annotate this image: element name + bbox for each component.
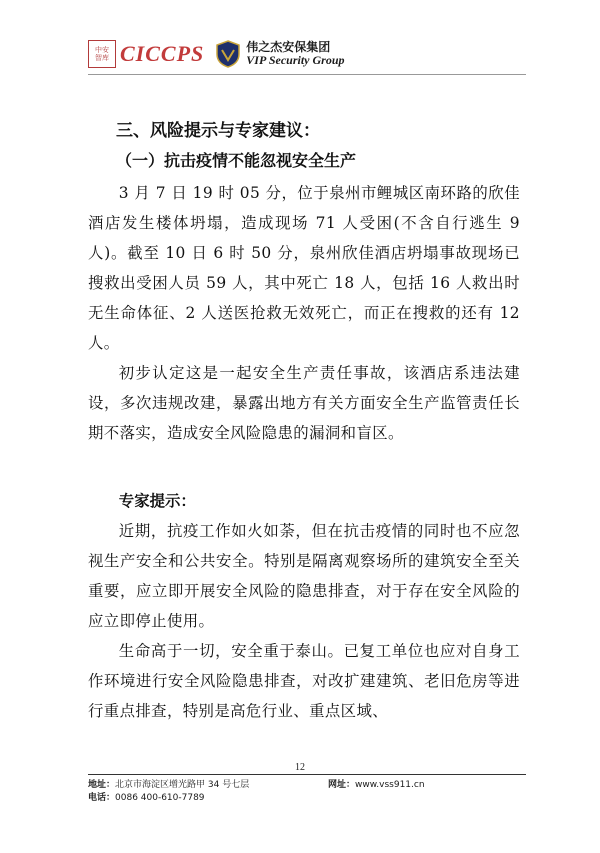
website-value: www.vss911.cn bbox=[355, 780, 425, 790]
paragraph: 初步认定这是一起安全生产责任事故，该酒店系违法建设，多次违规改建，暴露出地方有关方面安全生产监管责任长期不落实，造成安全风险隐患的漏洞和盲区。 bbox=[88, 364, 520, 442]
group-name bbox=[246, 41, 344, 67]
expert-paragraph: 近期，抗疫工作如火如荼，但在抗击疫情的同时也不应忽视生产安全和公共安全。特别是隔离观察场所的建筑安全至关重要，应立即开展安全风险的隐患排查，对于存在安全风险的应立即停止使用。 bbox=[88, 522, 520, 630]
seal-logo bbox=[88, 40, 116, 68]
subsection-title: （一）抗击疫情不能忽视安全生产 bbox=[116, 151, 357, 170]
page-number: 12 bbox=[295, 762, 305, 773]
shield-icon bbox=[216, 40, 240, 68]
seal-text: 中安 智库 bbox=[95, 46, 109, 62]
phone-label: 电话： bbox=[88, 793, 116, 803]
brand-logo: CICCPS bbox=[120, 41, 205, 66]
expert-paragraph: 生命高于一切，安全重于泰山。已复工单位也应对自身工作环境进行安全风险隐患排查，对改扩建建筑、老旧危房等进行重点排查，特别是高危行业、重点区域、 bbox=[88, 642, 520, 720]
expert-label: 专家提示： bbox=[118, 492, 196, 510]
address-label: 地址： bbox=[88, 780, 116, 790]
section-title: 三、风险提示与专家建议： bbox=[116, 121, 320, 141]
address-value: 北京市海淀区增光路甲 34 号七层 bbox=[115, 780, 250, 790]
document-header bbox=[88, 40, 345, 68]
phone-value: 0086 400-610-7789 bbox=[115, 793, 205, 803]
website-label: 网址： bbox=[328, 780, 356, 790]
paragraph: 3 月 7 日 19 时 05 分，位于泉州市鲤城区南环路的欣佳酒店发生楼体坍塌，造成现场 71 人受困(不含自行逃生 9 人)。截至 10 日 6 时 50 分，泉州欣佳酒店坍塌事故现场已搜救出受困人员 59 人，其中死亡 18 人，包括 16 人救出时无生命体征、2 人送医抢救无效死亡，而正在搜救的还有 12 人。 bbox=[88, 184, 520, 352]
group-name-cn: 伟之杰安保集团 bbox=[246, 40, 331, 54]
document-footer bbox=[88, 779, 528, 805]
document-body bbox=[88, 118, 520, 726]
header-divider bbox=[88, 74, 526, 75]
footer-divider bbox=[88, 774, 526, 775]
group-name-en: VIP Security Group bbox=[246, 53, 345, 67]
